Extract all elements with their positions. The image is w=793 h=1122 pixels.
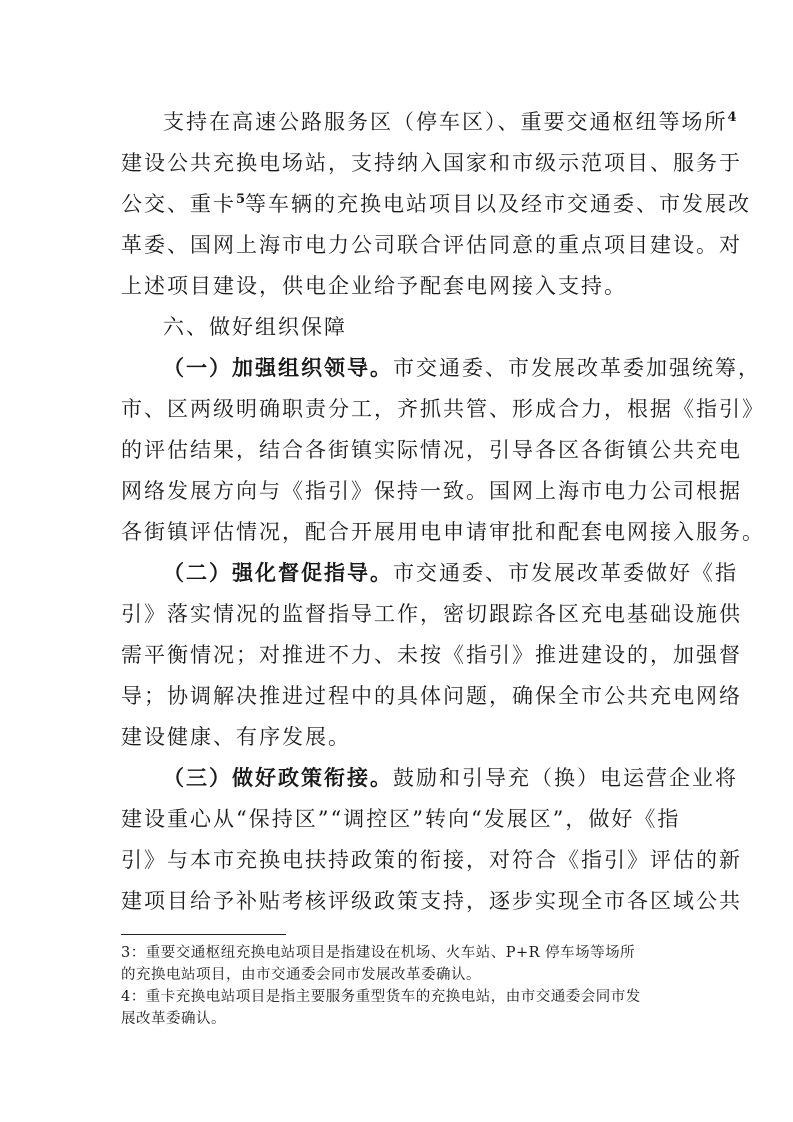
paragraph-line: （二）强化督促指导。市交通委、市发展改革委做好《指 [163, 560, 738, 585]
section-heading: 六、做好组织保障 [163, 315, 347, 339]
item-title: （二）强化督促指导。 [163, 560, 393, 585]
paragraph-line: 引》落实情况的监督指导工作，密切跟踪各区充电基础设施供 [121, 602, 742, 626]
paragraph-line: 引》与本市充换电扶持政策的衔接，对符合《指引》评估的新 [121, 848, 742, 872]
paragraph-line: （一）加强组织领导。市交通委、市发展改革委加强统筹， [163, 355, 761, 380]
item-title: （一）加强组织领导。 [163, 355, 393, 380]
footnote-mark: 4 [727, 110, 737, 125]
footnote-mark: 5 [236, 192, 246, 207]
paragraph-line: （三）做好政策衔接。鼓励和引导充（换）电运营企业将 [163, 765, 738, 790]
paragraph-line: 建设健康、有序发展。 [121, 725, 351, 749]
footnote-line: 4：重卡充换电站项目是指主要服务重型货车的充换电站，由市交通委会同市发 [121, 989, 641, 1005]
paragraph-line: 上述项目建设，供电企业给予配套电网接入支持。 [121, 274, 627, 298]
paragraph-line: 的评估结果，结合各街镇实际情况，引导各区各街镇公共充电 [121, 438, 742, 462]
paragraph-line: 市、区两级明确职责分工，齐抓共管、形成合力，根据《指引》 [121, 397, 765, 421]
footnote-line: 3：重要交通枢纽充换电站项目是指建设在机场、火车站、P+R 停车场等场所 [121, 945, 636, 961]
footnote-line: 展改革委确认。 [121, 1011, 226, 1027]
paragraph-line: 建设重心从“保持区”“调控区”转向“发展区”，做好《指 [121, 807, 681, 831]
paragraph-line: 导；协调解决推进过程中的具体问题，确保全市公共充电网络 [121, 684, 742, 708]
paragraph-line: 支持在高速公路服务区（停车区）、重要交通枢纽等场所$^4$ [163, 110, 737, 134]
item-title: （三）做好政策衔接。 [163, 765, 393, 790]
paragraph-line: 革委、国网上海市电力公司联合评估同意的重点项目建设。对 [121, 233, 742, 257]
paragraph-line: 建项目给予补贴考核评级政策支持，逐步实现全市各区域公共 [121, 889, 742, 913]
paragraph-line: 需平衡情况；对推进不力、未按《指引》推进建设的，加强督 [121, 643, 742, 667]
paragraph-line: 公交、重卡$^5$等车辆的充换电站项目以及经市交通委、市发展改 [121, 192, 752, 216]
footnote-separator [121, 934, 286, 935]
paragraph-line: 网络发展方向与《指引》保持一致。国网上海市电力公司根据 [121, 479, 742, 503]
footnote-line: 的充换电站项目，由市交通委会同市发展改革委确认。 [121, 967, 481, 983]
paragraph-line: 各街镇评估情况，配合开展用电申请审批和配套电网接入服务。 [121, 520, 765, 544]
paragraph-line: 建设公共充换电场站，支持纳入国家和市级示范项目、服务于 [121, 151, 742, 175]
